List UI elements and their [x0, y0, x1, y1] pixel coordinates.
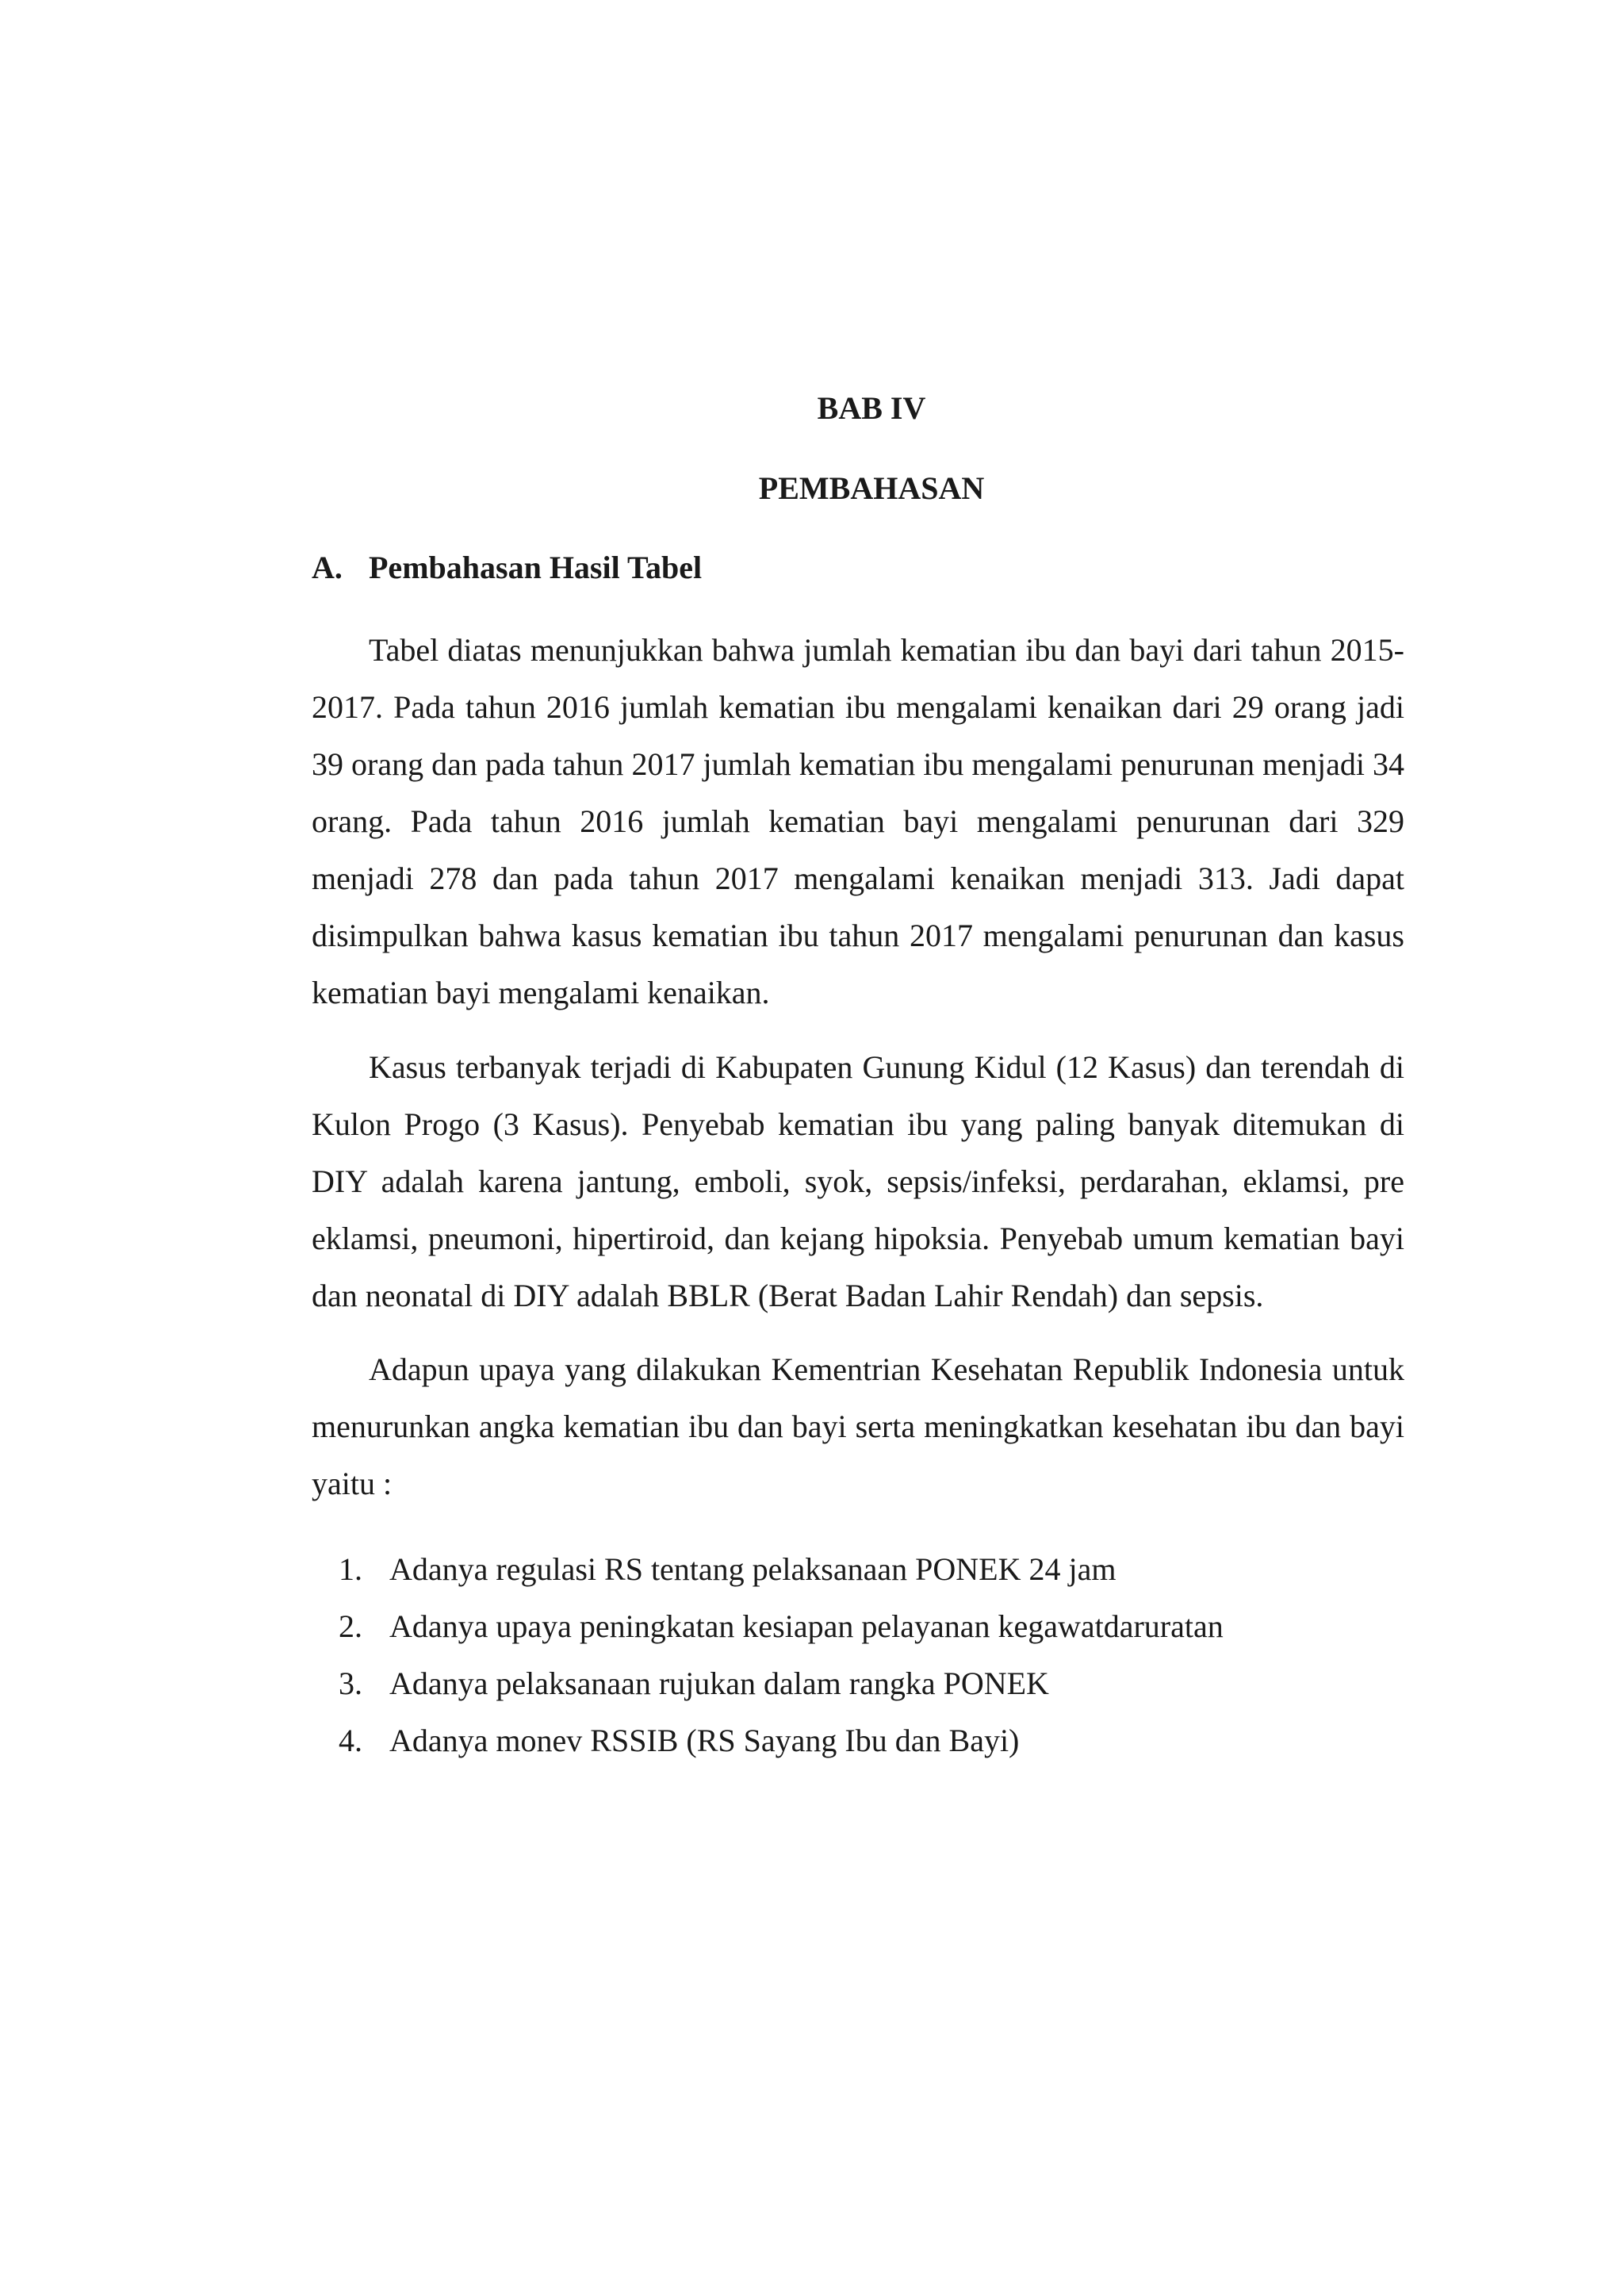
paragraph-ministry-efforts: Adapun upaya yang dilakukan Kementrian Kesehatan Republik Indonesia untuk menurunkan angka kematian ibu dan bayi serta meningkatkan kesehatan ibu dan bayi yaitu :	[312, 1351, 1404, 1501]
section-heading	[312, 549, 702, 587]
list-item	[312, 1541, 1422, 1598]
list-item-text: Adanya monev RSSIB (RS Sayang Ibu dan Bayi)	[389, 1723, 1020, 1758]
list-item	[312, 1655, 1422, 1712]
section-title: Pembahasan Hasil Tabel	[369, 550, 703, 585]
list-item-number: 1.	[339, 1551, 362, 1587]
list-item-text: Adanya upaya peningkatan kesiapan pelayanan kegawatdaruratan	[389, 1608, 1224, 1644]
list-item-number: 2.	[339, 1608, 362, 1644]
list-item-text: Adanya pelaksanaan rujukan dalam rangka PONEK	[389, 1665, 1049, 1701]
section-letter: A.	[312, 550, 343, 585]
chapter-number: BAB IV	[817, 390, 926, 426]
list-item	[312, 1598, 1422, 1655]
efforts-list	[312, 1541, 1422, 1769]
list-item-number: 3.	[339, 1665, 362, 1701]
paragraph-cases-causes: Kasus terbanyak terjadi di Kabupaten Gunung Kidul (12 Kasus) dan terendah di Kulon Progo (3 Kasus). Penyebab kematian ibu yang paling banyak ditemukan di DIY adalah karena jantung, emboli, syok, sepsis/infeksi, perdarahan, eklamsi, pre eklamsi, pneumoni, hipertiroid, dan kejang hipoksia. Penyebab umum kematian bayi dan neonatal di DIY adalah BBLR (Berat Badan Lahir Rendah) dan sepsis.	[312, 1049, 1404, 1313]
list-item-number: 4.	[339, 1723, 362, 1758]
list-item	[312, 1712, 1422, 1769]
chapter-title: PEMBAHASAN	[758, 470, 985, 506]
paragraph-table-discussion: Tabel diatas menunjukkan bahwa jumlah kematian ibu dan bayi dari tahun 2015-2017. Pada tahun 2016 jumlah kematian ibu mengalami kenaikan dari 29 orang jadi 39 orang dan pada tahun 2017 jumlah kematian ibu mengalami penurunan menjadi 34 orang. Pada tahun 2016 jumlah kematian bayi mengalami penurunan dari 329 menjadi 278 dan pada tahun 2017 mengalami kenaikan menjadi 313. Jadi dapat disimpulkan bahwa kasus kematian ibu tahun 2017 mengalami penurunan dan kasus kematian bayi mengalami kenaikan.	[312, 632, 1404, 1010]
list-item-text: Adanya regulasi RS tentang pelaksanaan PONEK 24 jam	[389, 1551, 1116, 1587]
